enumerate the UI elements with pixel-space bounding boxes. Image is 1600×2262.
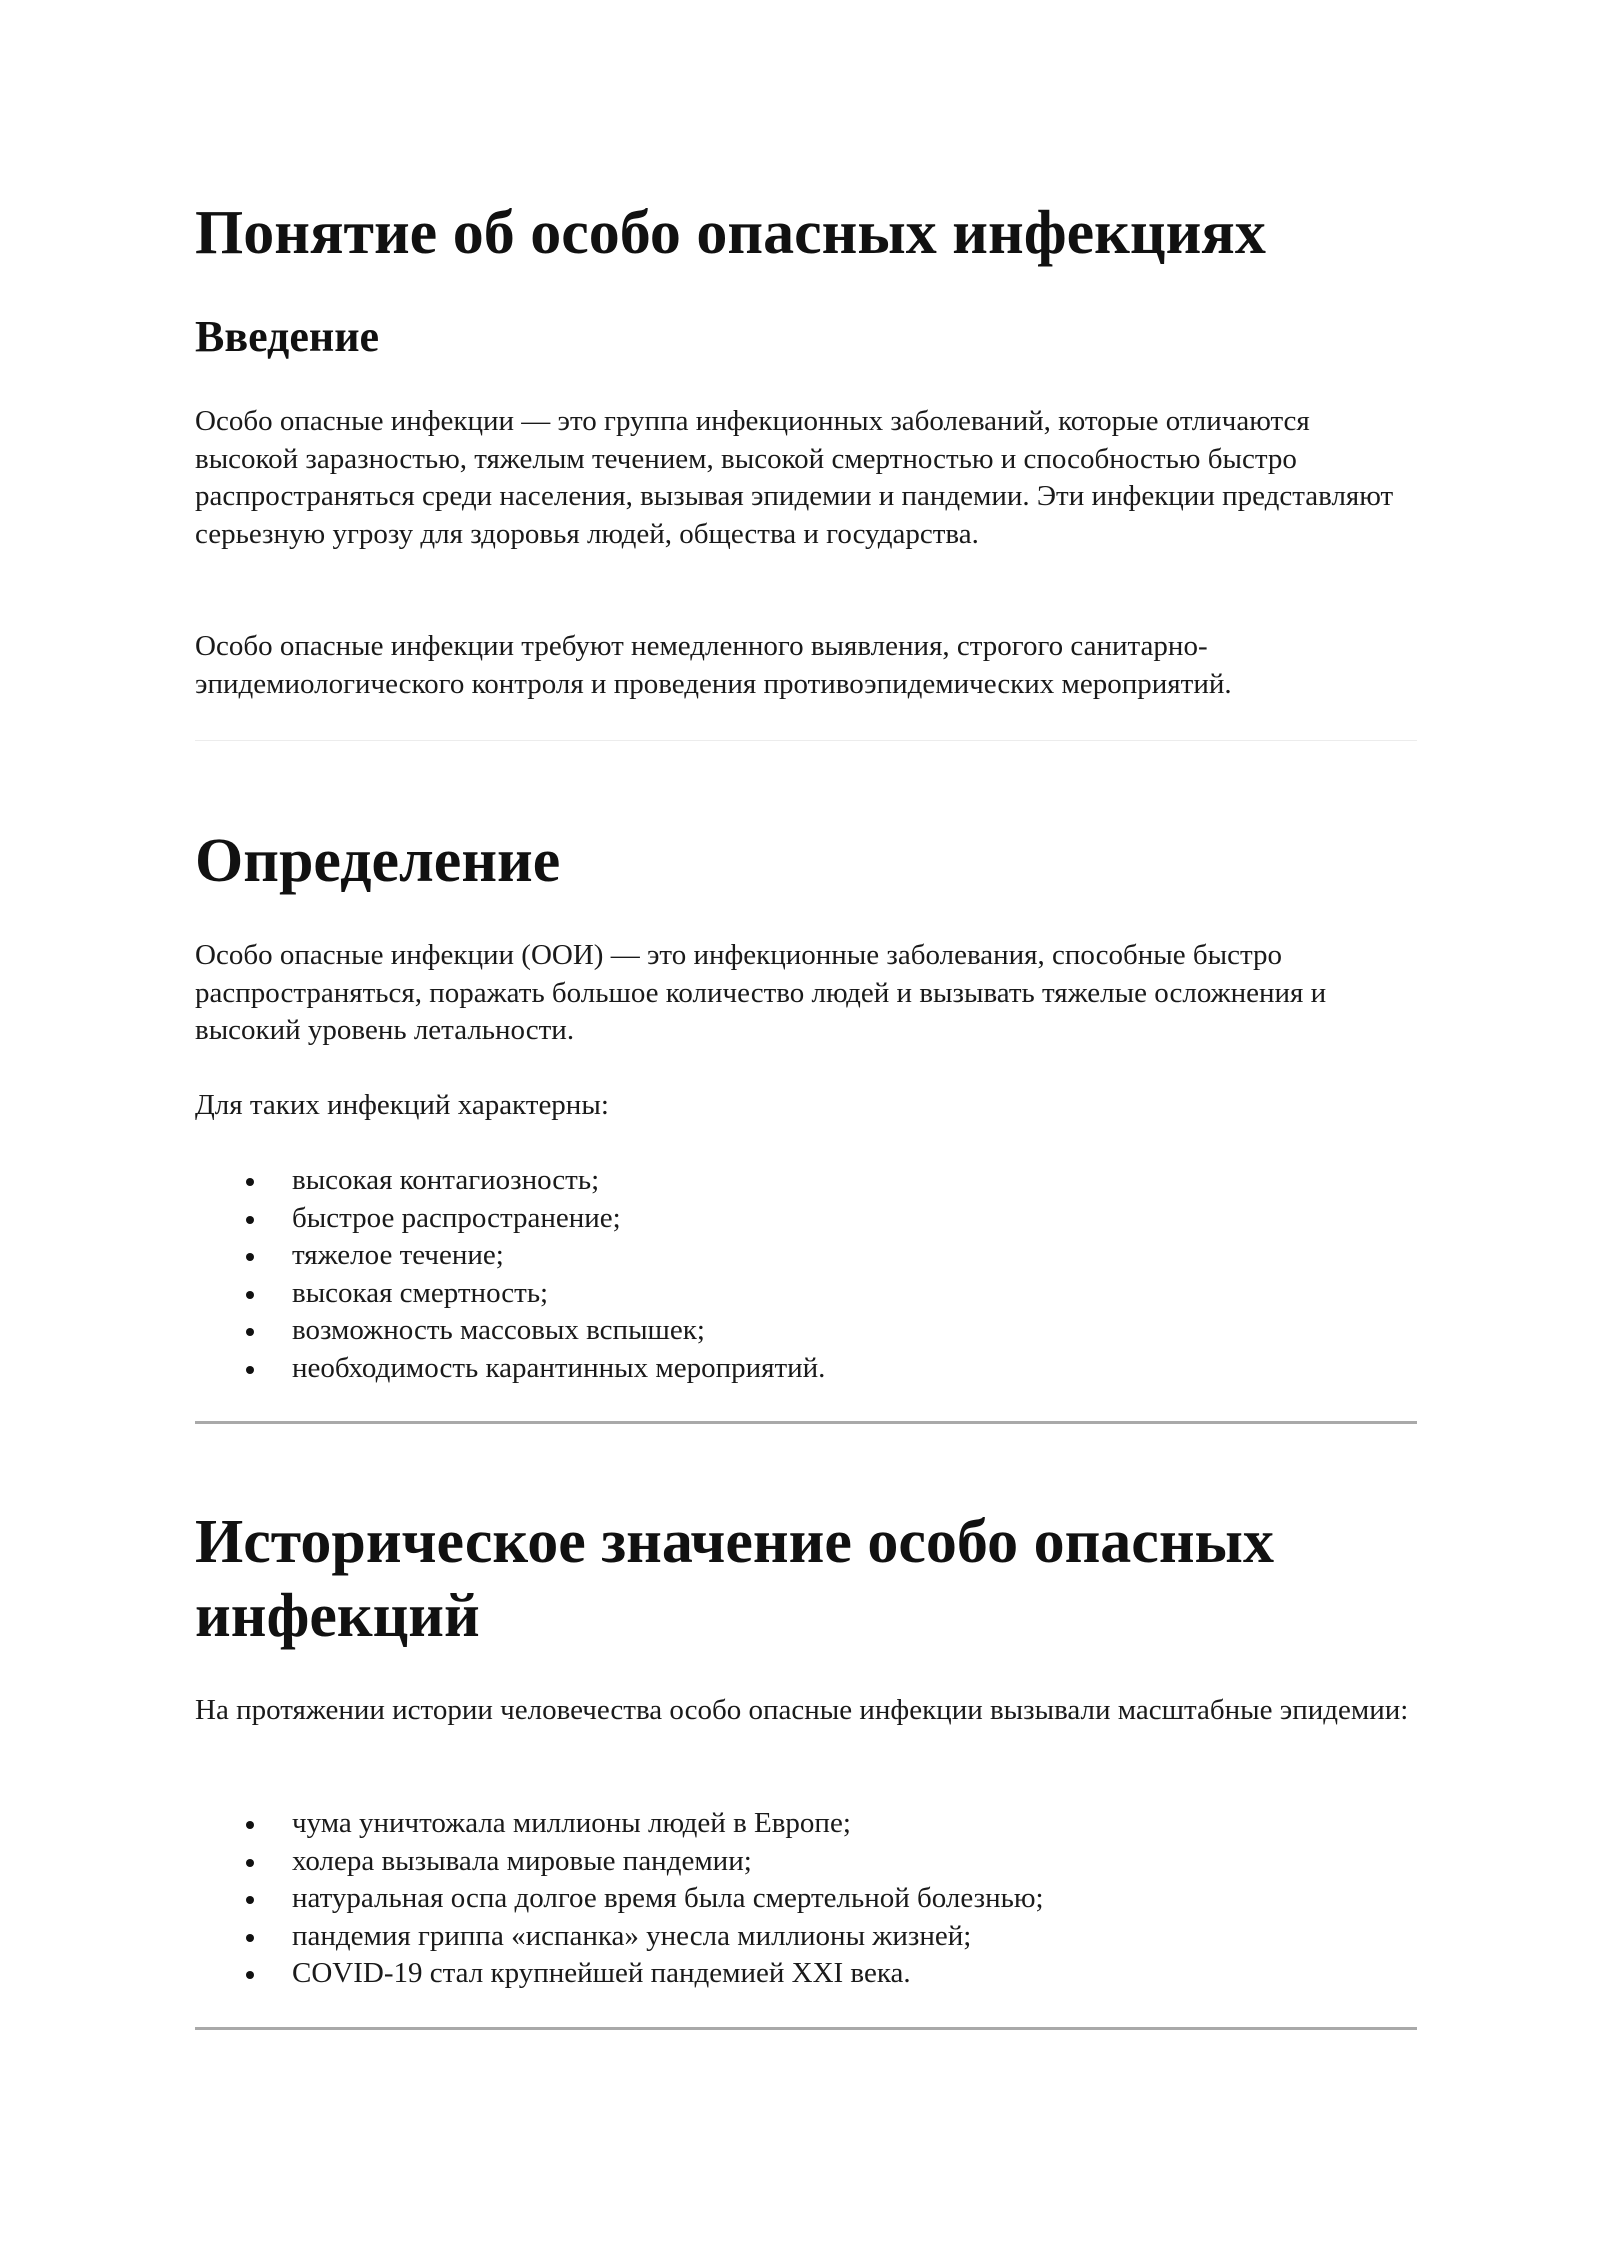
characteristics-list: [195, 1162, 1417, 1387]
list-item: высокая смертность;: [195, 1275, 1417, 1313]
history-heading: Историческое значение особо опасных инфекций: [195, 1508, 1274, 1650]
list-item: пандемия гриппа «испанка» унесла миллионы жизней;: [195, 1918, 1417, 1956]
list-item: чума уничтожала миллионы людей в Европе;: [195, 1805, 1417, 1843]
list-item: быстрое распространение;: [195, 1200, 1417, 1238]
definition-list-intro: Для таких инфекций характерны:: [195, 1089, 609, 1121]
list-item: возможность массовых вспышек;: [195, 1312, 1417, 1350]
definition-paragraph: Особо опасные инфекции (ООИ) — это инфекционные заболевания, способные быстро распространяться, поражать большое количество людей и вызывать тяжелые осложнения и высокий уровень летальности.: [195, 939, 1327, 1046]
list-item: COVID-19 стал крупнейшей пандемией XXI века.: [195, 1955, 1417, 1993]
history-paragraph: На протяжении истории человечества особо опасные инфекции вызывали масштабные эпидемии:: [195, 1694, 1409, 1726]
definition-heading: Определение: [195, 827, 561, 895]
list-item: высокая контагиозность;: [195, 1162, 1417, 1200]
intro-heading: Введение: [195, 312, 380, 361]
list-item: тяжелое течение;: [195, 1237, 1417, 1275]
intro-paragraph-1: Особо опасные инфекции — это группа инфекционных заболеваний, которые отличаются высокой заразностью, тяжелым течением, высокой смертностью и способностью быстро распространяться среди населения, вызывая эпидемии и пандемии. Эти инфекции представляют серьезную угрозу для здоровья людей, общества и государства.: [195, 405, 1394, 550]
section-divider: [195, 1421, 1417, 1424]
list-item: холера вызывала мировые пандемии;: [195, 1843, 1417, 1881]
section-divider: [195, 740, 1417, 741]
list-item: натуральная оспа долгое время была смертельной болезнью;: [195, 1880, 1417, 1918]
document-title: Понятие об особо опасных инфекциях: [195, 199, 1266, 267]
history-list: [195, 1805, 1417, 1993]
section-divider: [195, 2027, 1417, 2030]
list-item: необходимость карантинных мероприятий.: [195, 1350, 1417, 1388]
intro-paragraph-2: Особо опасные инфекции требуют немедленного выявления, строгого санитарно-эпидемиологического контроля и проведения противоэпидемических мероприятий.: [195, 630, 1232, 700]
